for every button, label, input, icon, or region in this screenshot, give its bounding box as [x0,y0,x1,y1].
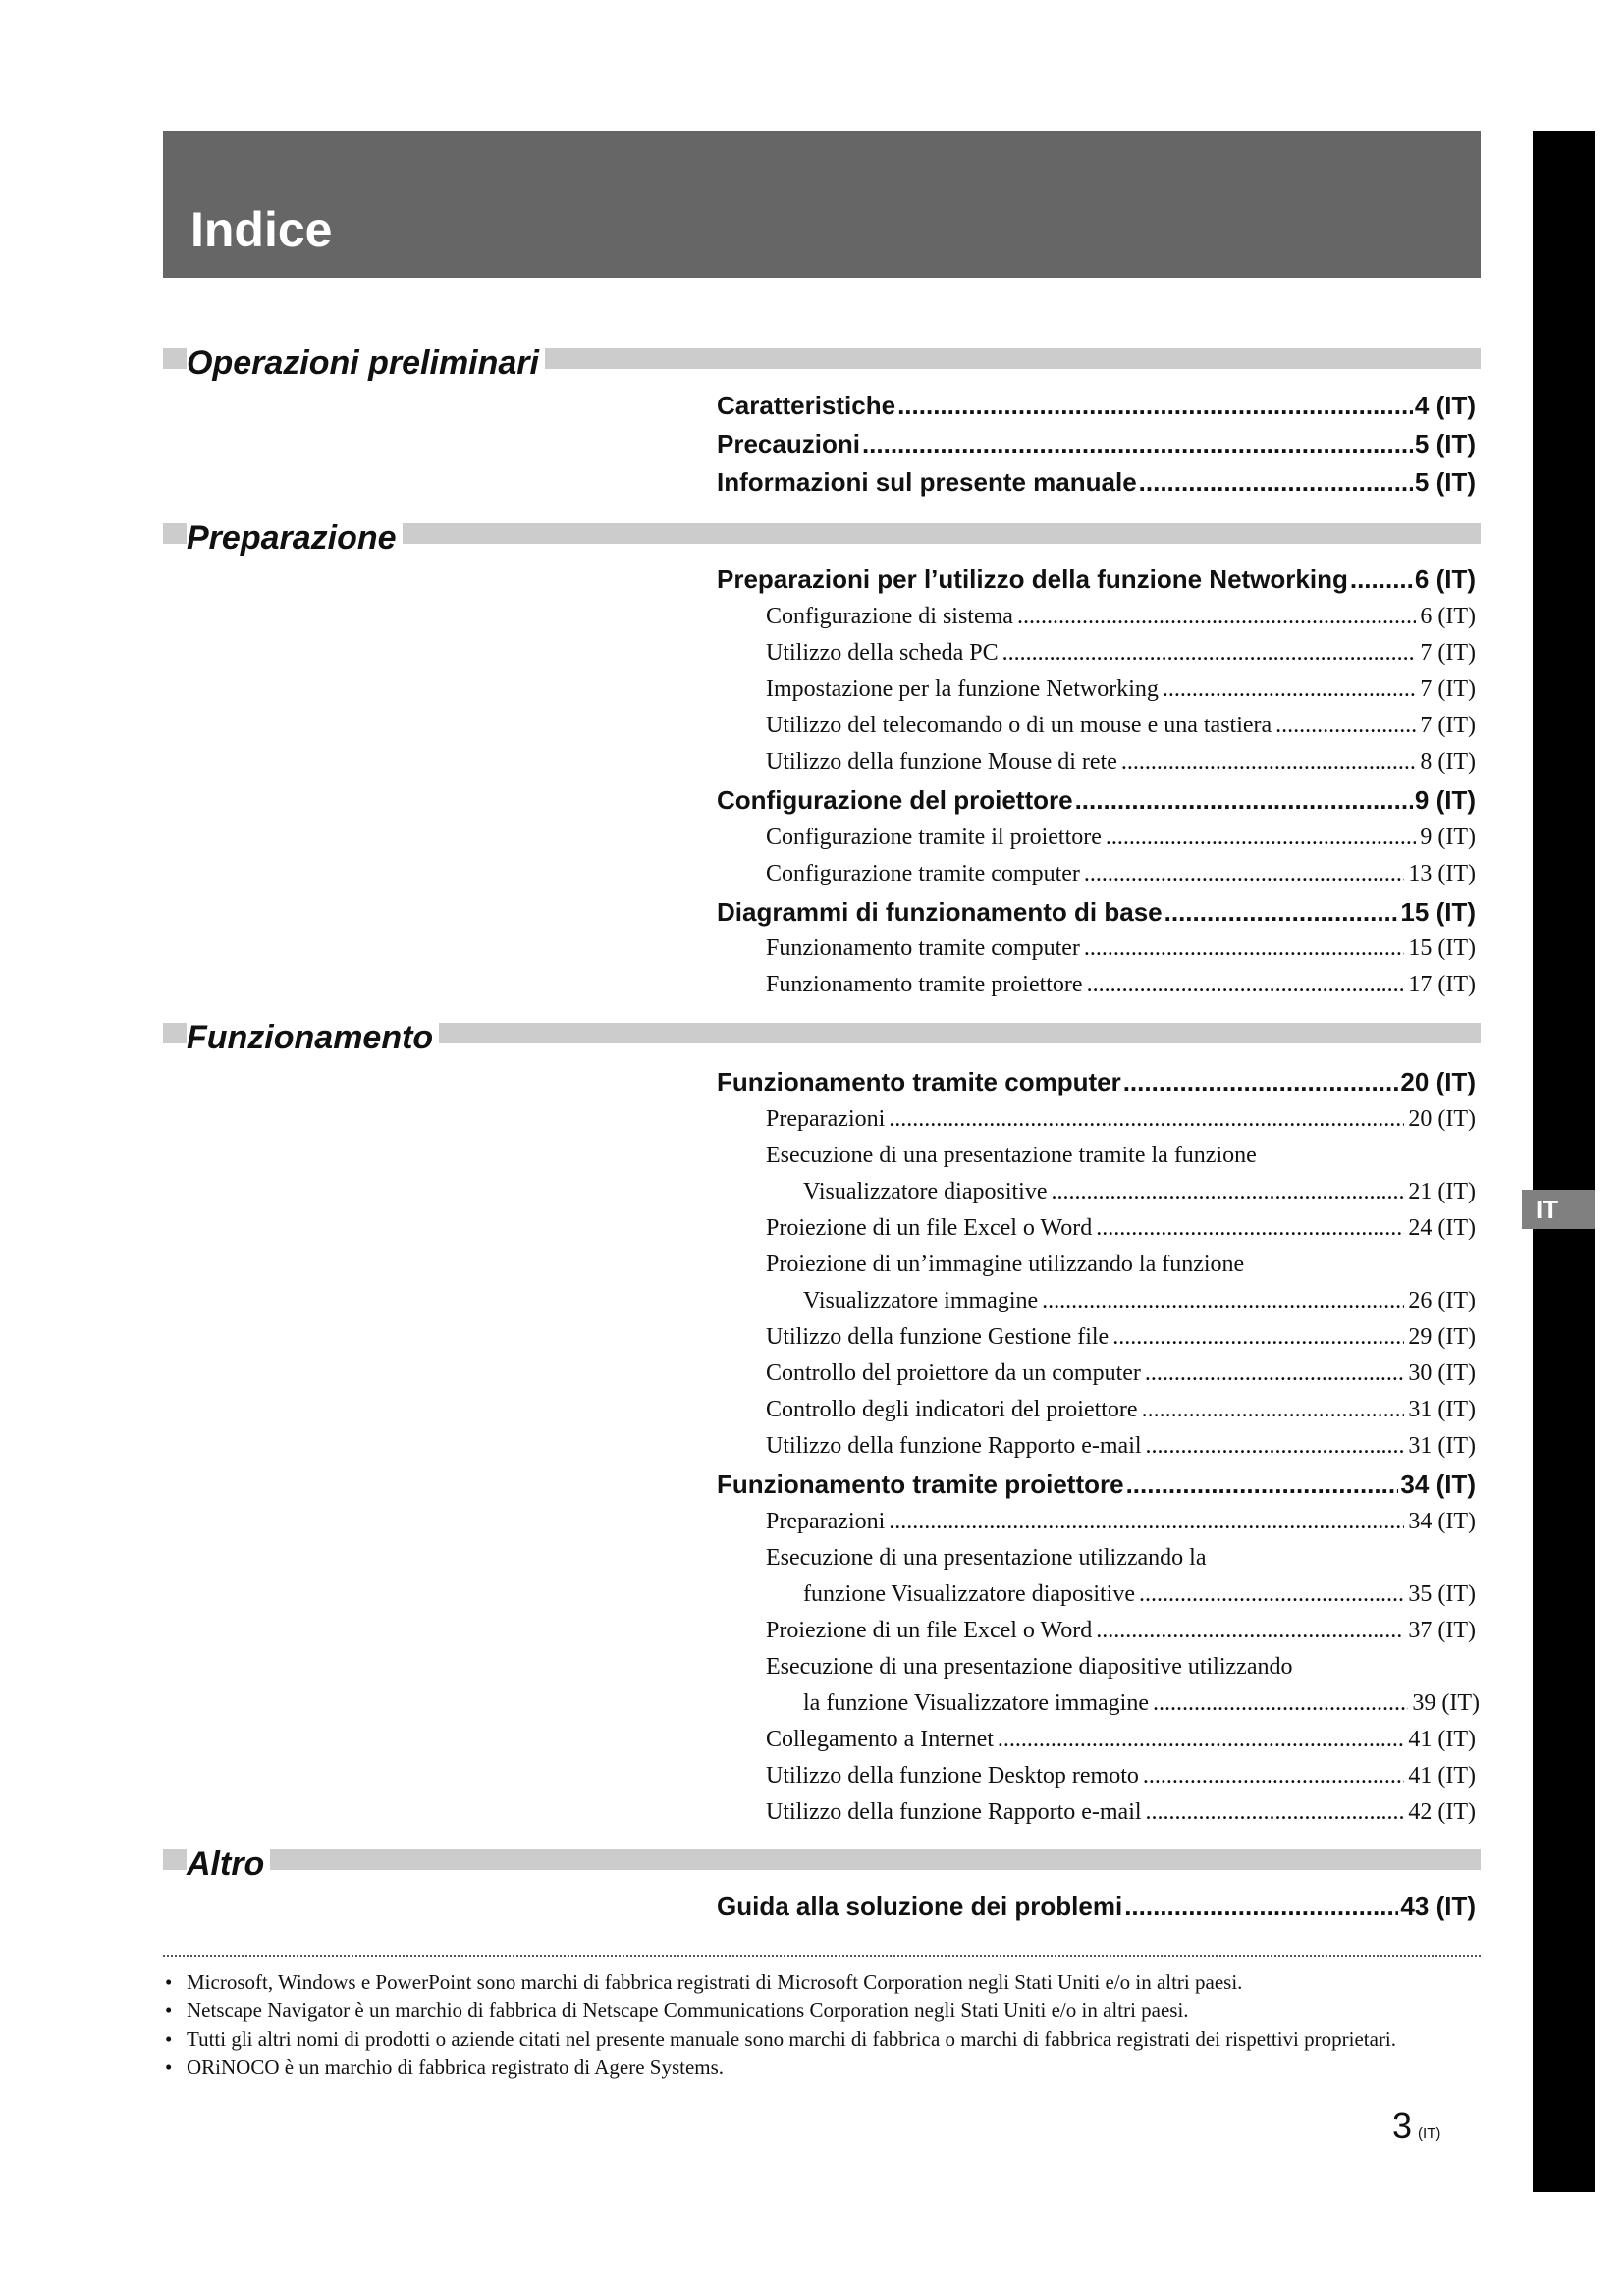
toc-entry-page: 6 (IT) [1414,564,1476,594]
toc-entry-title: Proiezione di un file Excel o Word [766,1215,1093,1241]
toc-entry-title: Utilizzo della funzione Desktop remoto [766,1763,1139,1789]
toc-entry-page: 30 (IT) [1408,1361,1476,1386]
dot-leader [1142,1397,1405,1423]
toc-entry-page: 29 (IT) [1408,1324,1476,1350]
note-item [163,2026,1459,2052]
dot-leader [1153,1690,1408,1717]
note-item [163,1998,1459,2023]
language-tab: IT [1522,1190,1595,1229]
toc-entry-page: 7 (IT) [1420,713,1476,738]
section-heading-funzionamento: Funzionamento [187,1018,439,1057]
bullet: • [165,2056,173,2079]
section-heading-operazioni-preliminari: Operazioni preliminari [187,344,545,383]
toc-entry-title: Configurazione tramite il proiettore [766,825,1102,850]
toc-subentry[interactable] [766,935,1476,962]
toc-entry-title: Utilizzo della funzione Rapporto e-mail [766,1433,1142,1459]
toc-entry-page: 9 (IT) [1420,825,1476,850]
toc-entry-page: 5 (IT) [1414,467,1476,497]
toc-entry-page: 34 (IT) [1400,1469,1476,1499]
toc-subentry[interactable] [766,1618,1476,1644]
toc-entry-page: 31 (IT) [1408,1433,1476,1459]
dot-leader [1121,749,1416,775]
toc-subentry[interactable] [766,1324,1476,1351]
toc-entry[interactable] [717,391,1476,421]
toc-entry-page: 37 (IT) [1408,1618,1476,1643]
toc-entry-page: 4 (IT) [1414,391,1476,420]
trademark-notes [163,1969,1459,2083]
toc-entry-title: Visualizzatore diapositive [803,1179,1048,1204]
toc-entry-title: Configurazione di sistema [766,604,1013,629]
dot-leader [998,1727,1404,1753]
toc-entry-title: Utilizzo del telecomando o di un mouse e una tastiera [766,713,1272,738]
toc-entry-title: Controllo degli indicatori del proiettore [766,1397,1138,1422]
toc-entry-title: Preparazioni [766,1509,886,1534]
dot-leader [1112,1324,1404,1351]
toc-entry[interactable] [717,467,1476,498]
toc-entry-title: Controllo del proiettore da un computer [766,1361,1141,1386]
toc-subentry[interactable] [766,972,1476,998]
section-bar [163,1849,1481,1870]
toc-entry[interactable] [717,1067,1476,1097]
toc-subentry-line[interactable]: Esecuzione di una presentazione tramite la funzione [766,1143,1257,1168]
toc-entry-title: Caratteristiche [717,391,896,420]
toc-entry-page: 15 (IT) [1408,935,1476,961]
dot-leader [1051,1179,1404,1205]
toc-entry-page: 5 (IT) [1414,429,1476,458]
toc-entry-title: Utilizzo della funzione Rapporto e-mail [766,1799,1142,1825]
dot-leader [897,391,1413,421]
toc-subentry[interactable] [766,1433,1476,1460]
toc-entry-page: 24 (IT) [1408,1215,1476,1241]
dot-leader [1275,713,1416,739]
toc-entry-title: Funzionamento tramite proiettore [717,1469,1124,1499]
side-thumb-tab [1533,131,1595,2192]
toc-entry-title: Guida alla soluzione dei problemi [717,1892,1123,1921]
toc-entry-title: Precauzioni [717,429,860,458]
toc-subentry[interactable] [766,1106,1476,1133]
dot-leader [1146,1799,1405,1826]
toc-entry-title: Collegamento a Internet [766,1727,994,1752]
toc-entry-title: Utilizzo della funzione Gestione file [766,1324,1110,1350]
toc-entry-title: Proiezione di un file Excel o Word [766,1618,1093,1643]
toc-entry-title: la funzione Visualizzatore immagine [803,1690,1149,1716]
bullet: • [165,1970,173,1994]
toc-subentry[interactable] [766,1763,1476,1789]
toc-entry[interactable] [717,429,1476,459]
note-item [163,2055,1459,2080]
toc-entry-title: Preparazioni per l’utilizzo della funzione Networking [717,564,1348,594]
toc-subentry[interactable] [766,861,1476,887]
section-heading-preparazione: Preparazione [187,518,403,558]
toc-entry-title: Configurazione del proiettore [717,785,1073,815]
toc-entry-title: Informazioni sul presente manuale [717,467,1137,497]
toc-entry-page: 21 (IT) [1408,1179,1476,1204]
toc-entry-page: 20 (IT) [1408,1106,1476,1132]
dot-leader [1096,1215,1404,1242]
toc-entry[interactable] [717,564,1476,595]
toc-entry-page: 42 (IT) [1408,1799,1476,1825]
toc-entry-title: Utilizzo della funzione Mouse di rete [766,749,1117,774]
toc-entry[interactable] [717,897,1476,928]
page-title: Indice [190,202,333,257]
toc-entry[interactable] [717,785,1476,816]
dot-leader [1139,467,1413,498]
dot-leader [1084,935,1404,962]
toc-entry-title: funzione Visualizzatore diapositive [803,1581,1136,1607]
dot-leader [862,429,1413,459]
toc-subentry[interactable] [766,713,1476,739]
toc-subentry[interactable] [766,640,1476,667]
toc-entry-page: 7 (IT) [1420,640,1476,666]
toc-entry-page: 17 (IT) [1408,972,1476,997]
toc-entry-page: 34 (IT) [1408,1509,1476,1534]
toc-entry-page: 6 (IT) [1420,604,1476,629]
dot-leader [1075,785,1413,816]
toc-subentry[interactable] [766,1727,1476,1753]
dot-leader [1146,1433,1405,1460]
toc-subentry[interactable] [803,1288,1476,1314]
dot-leader [889,1509,1404,1535]
dot-leader [1084,861,1404,887]
footer-divider [163,1955,1481,1957]
toc-entry-title: Configurazione tramite computer [766,861,1080,886]
note-item [163,1969,1459,1995]
toc-subentry[interactable] [766,1215,1476,1242]
bullet: • [165,1999,173,2022]
toc-subentry[interactable] [766,604,1476,630]
toc-entry-title: Utilizzo della scheda PC [766,640,999,666]
dot-leader [1126,1469,1399,1500]
toc-subentry-line[interactable]: Esecuzione di una presentazione utilizzando la [766,1545,1207,1571]
dot-leader [1143,1763,1404,1789]
toc-entry-page: 31 (IT) [1408,1397,1476,1422]
dot-leader [1139,1581,1404,1608]
dot-leader [1042,1288,1404,1314]
toc-entry-title: Impostazione per la funzione Networking [766,676,1159,702]
dot-leader [1087,972,1405,998]
note-text: Microsoft, Windows e PowerPoint sono marchi di fabbrica registrati di Microsoft Corporation negli Stati Uniti e/o in altri paesi. [187,1970,1243,1994]
dot-leader [1124,1892,1398,1922]
toc-entry-page: 20 (IT) [1400,1067,1476,1096]
note-text: Netscape Navigator è un marchio di fabbrica di Netscape Communications Corporation negli Stati Uniti e/o in altri paesi. [187,1999,1189,2022]
toc-entry-title: Funzionamento tramite computer [717,1067,1121,1096]
toc-subentry[interactable] [803,1581,1476,1608]
toc-subentry[interactable] [766,1361,1476,1387]
page-number [1392,2106,1441,2146]
dot-leader [1106,825,1416,851]
toc-entry-page: 35 (IT) [1408,1581,1476,1607]
dot-leader [1164,897,1399,928]
page-number-suffix: (IT) [1418,2125,1441,2142]
toc-entry-title: Visualizzatore immagine [803,1288,1039,1313]
toc-entry[interactable] [717,1469,1476,1500]
dot-leader [889,1106,1404,1133]
dot-leader [1096,1618,1404,1644]
dot-leader [1350,564,1413,595]
dot-leader [1017,604,1416,630]
toc-entry-page: 26 (IT) [1408,1288,1476,1313]
toc-entry-title: Preparazioni [766,1106,886,1132]
toc-entry-page: 9 (IT) [1414,785,1476,815]
toc-subentry[interactable] [766,749,1476,775]
toc-subentry[interactable] [766,1799,1476,1826]
toc-subentry[interactable] [766,676,1476,703]
toc-subentry[interactable] [766,825,1476,851]
toc-entry-title: Funzionamento tramite proiettore [766,972,1083,997]
toc-entry-title: Funzionamento tramite computer [766,935,1080,961]
toc-entry-title: Diagrammi di funzionamento di base [717,897,1163,927]
toc-entry-page: 7 (IT) [1420,676,1476,702]
toc-entry-page: 41 (IT) [1408,1727,1476,1752]
toc-entry[interactable] [717,1892,1476,1922]
toc-entry-page: 13 (IT) [1408,861,1476,886]
toc-entry-page: 43 (IT) [1400,1892,1476,1921]
page-number-value: 3 [1392,2106,1413,2146]
bullet: • [165,2027,173,2051]
toc-subentry[interactable] [803,1179,1476,1205]
toc-entry-page: 41 (IT) [1408,1763,1476,1789]
toc-entry-page: 15 (IT) [1400,897,1476,927]
header-bar [163,131,1481,278]
toc-subentry[interactable] [766,1397,1476,1423]
toc-subentry-line[interactable]: Esecuzione di una presentazione diapositive utilizzando [766,1654,1293,1680]
dot-leader [1002,640,1417,667]
toc-subentry[interactable] [803,1690,1480,1717]
note-text: Tutti gli altri nomi di prodotti o aziende citati nel presente manuale sono marchi di fabbrica o marchi di fabbrica registrati dei rispettivi proprietari. [187,2027,1397,2051]
toc-subentry[interactable] [766,1509,1476,1535]
dot-leader [1123,1067,1399,1097]
toc-subentry-line[interactable]: Proiezione di un’immagine utilizzando la funzione [766,1252,1245,1277]
dot-leader [1145,1361,1404,1387]
toc-entry-page: 39 (IT) [1412,1690,1480,1716]
toc-entry-page: 8 (IT) [1420,749,1476,774]
note-text: ORiNOCO è un marchio di fabbrica registrato di Agere Systems. [187,2056,725,2079]
dot-leader [1163,676,1416,703]
section-heading-altro: Altro [187,1844,270,1884]
